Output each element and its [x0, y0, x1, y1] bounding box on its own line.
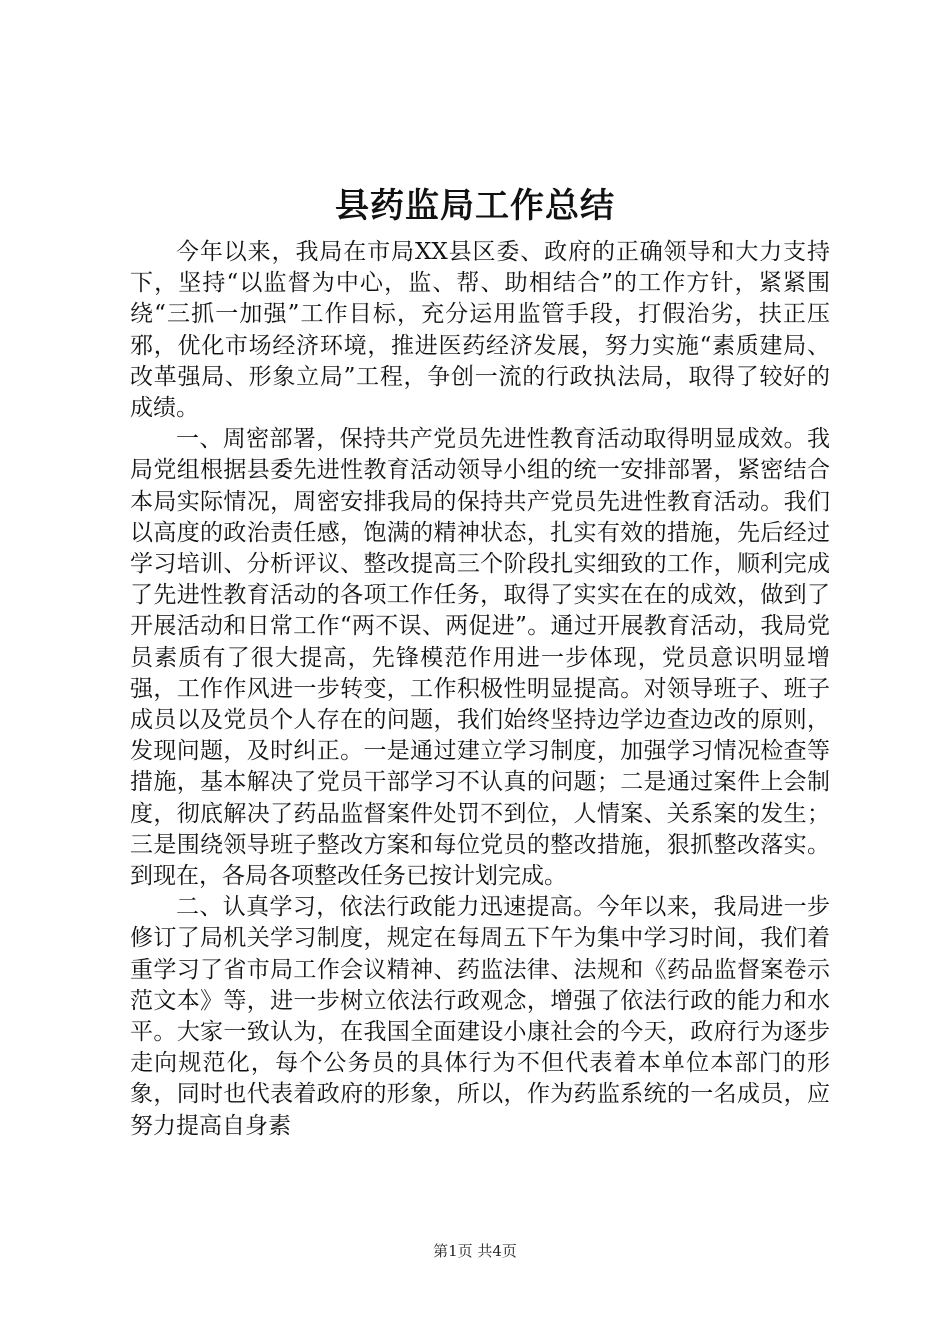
paragraph-section-1: 一、周密部署，保持共产党员先进性教育活动取得明显成效。我局党组根据县委先进性教育活动领导小组的统一安排部署，紧密结合本局实际情况，周密安排我局的保持共产党员先进性教育活动。我们以高度的政治责任感，饱满的精神状态，扎实有效的措施，先后经过学习培训、分析评议、整改提高三个阶段扎实细致的工作，顺利完成了先进性教育活动的各项工作任务，取得了实实在在的成效，做到了开展活动和日常工作“两不误、两促进”。通过开展教育活动，我局党员素质有了很大提高，先锋模范作用进一步体现，党员意识明显增强，工作作风进一步转变，工作积极性明显提高。对领导班子、班子成员以及党员个人存在的问题，我们始终坚持边学边查边改的原则，发现问题，及时纠正。一是通过建立学习制度，加强学习情况检查等措施，基本解决了党员干部学习不认真的问题；二是通过案件上会制度，彻底解决了药品监督案件处罚不到位，人情案、关系案的发生；三是围绕领导班子整改方案和每位党员的整改措施，狠抓整改落实。到现在，各局各项整改任务已按计划完成。 — [130, 426, 830, 890]
page-number-footer: 第1页 共4页 — [433, 1242, 517, 1260]
paragraph-section-2: 二、认真学习，依法行政能力迅速提高。今年以来，我局进一步修订了局机关学习制度，规定在每周五下午为集中学习时间，我们着重学习了省市局工作会议精神、药监法律、法规和《药品监督案卷示范文本》等，进一步树立依法行政观念，增强了依法行政的能力和水平。大家一致认为，在我国全面建设小康社会的今天，政府行为逐步走向规范化，每个公务员的具体行为不但代表着本单位本部门的形象，同时也代表着政府的形象，所以，作为药监系统的一名成员，应努力提高自身素 — [130, 894, 830, 1139]
document-body — [130, 237, 830, 1142]
paragraph-intro: 今年以来，我局在市局XX县区委、政府的正确领导和大力支持下，坚持“以监督为中心，监、帮、助相结合”的工作方针，紧紧围绕“三抓一加强”工作目标，充分运用监管手段，打假治劣，扶正压邪，优化市场经济环境，推进医药经济发展，努力实施“素质建局、改革强局、形象立局”工程，争创一流的行政执法局，取得了较好的成绩。 — [130, 239, 830, 422]
document-title: 县药监局工作总结 — [335, 186, 615, 226]
